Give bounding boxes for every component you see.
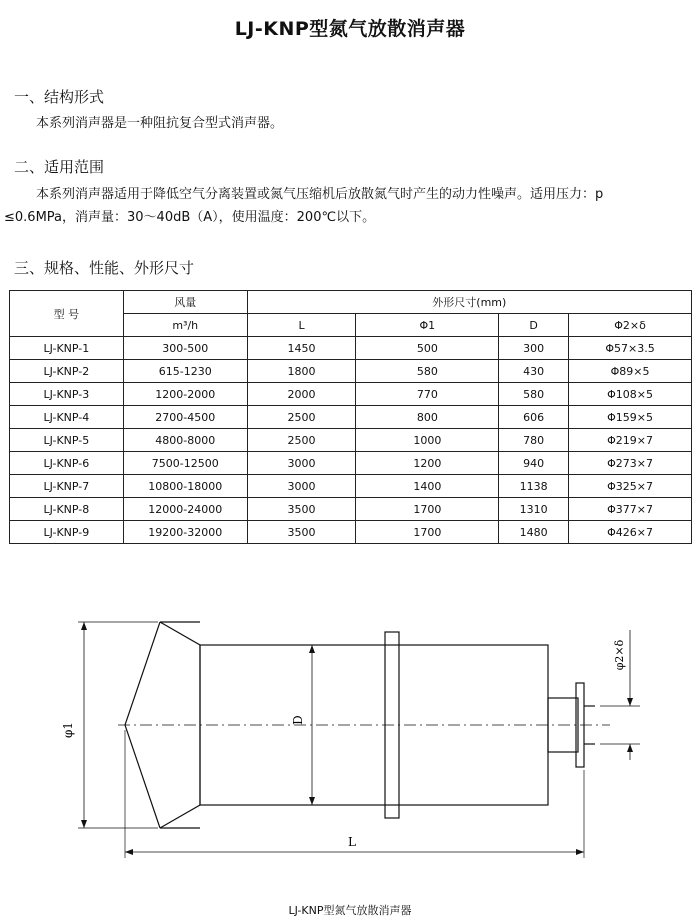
header-phi1: Φ1	[356, 314, 499, 337]
label-D: D	[291, 715, 305, 725]
cell-flow: 615-1230	[123, 360, 247, 383]
cell-D: 606	[499, 406, 569, 429]
section-body-scope-line1: 本系列消声器适用于降低空气分离装置或氮气压缩机后放散氮气时产生的动力性噪声。适用压力：p	[36, 187, 604, 202]
cell-flow: 7500-12500	[123, 452, 247, 475]
cell-L: 1800	[247, 360, 356, 383]
cell-model: LJ-KNP-2	[10, 360, 124, 383]
cell-D: 430	[499, 360, 569, 383]
cell-phi1: 800	[356, 406, 499, 429]
cell-phi2: Φ219×7	[569, 429, 692, 452]
cell-D: 1480	[499, 521, 569, 544]
cell-phi2: Φ426×7	[569, 521, 692, 544]
section-heading-scope: 二、适用范围	[14, 158, 105, 176]
header-L: L	[247, 314, 356, 337]
header-flow: 风量	[123, 291, 247, 314]
cell-model: LJ-KNP-3	[10, 383, 124, 406]
cell-phi1: 500	[356, 337, 499, 360]
cell-flow: 19200-32000	[123, 521, 247, 544]
cell-phi1: 1700	[356, 521, 499, 544]
cell-L: 1450	[247, 337, 356, 360]
cell-flow: 2700-4500	[123, 406, 247, 429]
table-row	[10, 337, 692, 360]
cell-model: LJ-KNP-8	[10, 498, 124, 521]
cell-model: LJ-KNP-6	[10, 452, 124, 475]
cell-phi1: 1200	[356, 452, 499, 475]
cell-L: 3000	[247, 452, 356, 475]
cell-flow: 10800-18000	[123, 475, 247, 498]
cell-model: LJ-KNP-1	[10, 337, 124, 360]
cell-phi2: Φ108×5	[569, 383, 692, 406]
spec-table	[9, 290, 692, 544]
spec-table-body	[10, 337, 692, 544]
cell-D: 580	[499, 383, 569, 406]
cell-flow: 4800-8000	[123, 429, 247, 452]
table-row	[10, 452, 692, 475]
cell-phi1: 1000	[356, 429, 499, 452]
section-body-structure: 本系列消声器是一种阻抗复合型式消声器。	[36, 116, 284, 131]
cell-phi2: Φ159×5	[569, 406, 692, 429]
cell-phi1: 770	[356, 383, 499, 406]
cell-D: 300	[499, 337, 569, 360]
cell-D: 780	[499, 429, 569, 452]
table-row	[10, 475, 692, 498]
cell-L: 3500	[247, 498, 356, 521]
table-row	[10, 498, 692, 521]
cell-D: 1138	[499, 475, 569, 498]
label-phi1: φ1	[61, 721, 75, 739]
table-row	[10, 383, 692, 406]
cell-model: LJ-KNP-5	[10, 429, 124, 452]
table-row	[10, 406, 692, 429]
cell-L: 3000	[247, 475, 356, 498]
cell-phi2: Φ57×3.5	[569, 337, 692, 360]
cell-phi1: 580	[356, 360, 499, 383]
table-row	[10, 360, 692, 383]
header-flow-unit: m³/h	[123, 314, 247, 337]
cell-phi1: 1700	[356, 498, 499, 521]
header-dimensions: 外形尺寸(mm)	[247, 291, 691, 314]
cell-D: 1310	[499, 498, 569, 521]
cell-D: 940	[499, 452, 569, 475]
label-L: L	[348, 835, 356, 849]
header-model: 型 号	[10, 291, 124, 337]
cell-phi2: Φ377×7	[569, 498, 692, 521]
cell-L: 2000	[247, 383, 356, 406]
section-heading-structure: 一、结构形式	[14, 88, 105, 106]
cell-L: 2500	[247, 406, 356, 429]
cell-flow: 300-500	[123, 337, 247, 360]
cell-model: LJ-KNP-9	[10, 521, 124, 544]
header-phi2: Φ2×δ	[569, 314, 692, 337]
drawing-caption: LJ-KNP型氮气放散消声器	[288, 904, 412, 917]
cell-model: LJ-KNP-7	[10, 475, 124, 498]
table-row	[10, 521, 692, 544]
cell-phi1: 1400	[356, 475, 499, 498]
cell-flow: 1200-2000	[123, 383, 247, 406]
cell-L: 2500	[247, 429, 356, 452]
cell-phi2: Φ325×7	[569, 475, 692, 498]
label-phi2: φ2×δ	[613, 639, 626, 671]
page-title: LJ-KNP型氮气放散消声器	[234, 18, 466, 40]
cell-flow: 12000-24000	[123, 498, 247, 521]
cell-model: LJ-KNP-4	[10, 406, 124, 429]
cell-L: 3500	[247, 521, 356, 544]
cell-phi2: Φ273×7	[569, 452, 692, 475]
section-heading-specs: 三、规格、性能、外形尺寸	[14, 259, 195, 277]
header-D: D	[499, 314, 569, 337]
cell-phi2: Φ89×5	[569, 360, 692, 383]
section-body-scope-line2: ≤0.6MPa，消声量：30～40dB（A），使用温度：200℃以下。	[4, 210, 376, 225]
silencer-drawing	[40, 610, 660, 880]
table-row	[10, 429, 692, 452]
